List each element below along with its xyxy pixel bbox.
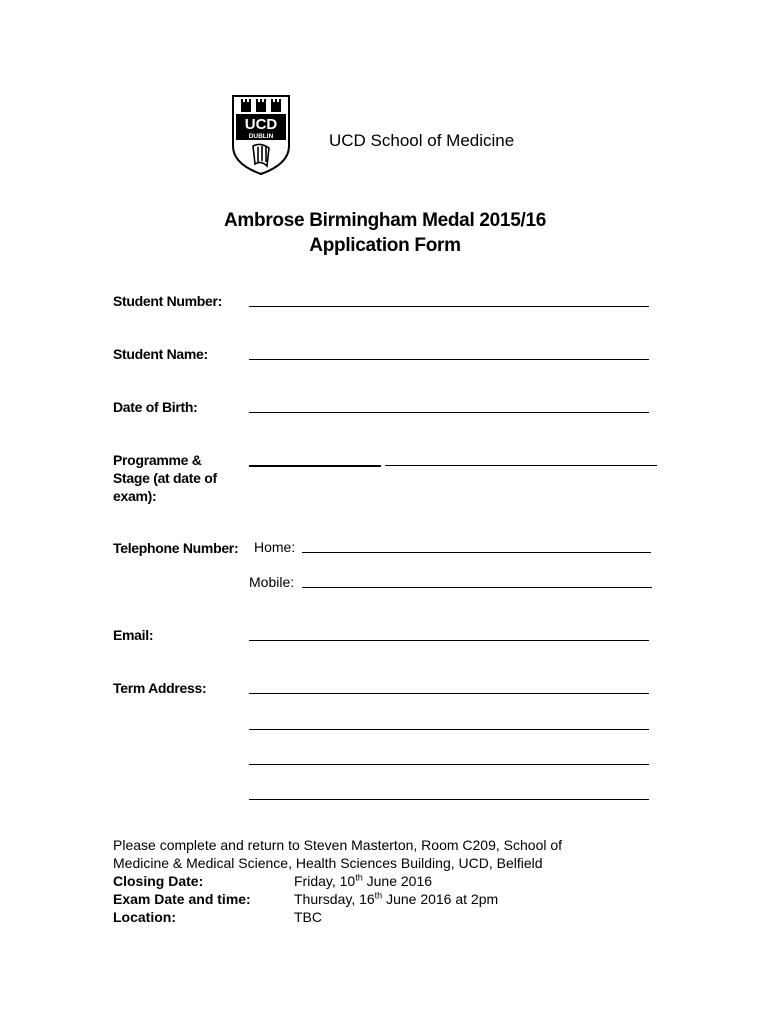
closing-date-value: Friday, 10th June 2016: [294, 872, 433, 889]
home-label: Home:: [254, 539, 296, 555]
student-number-field[interactable]: [249, 306, 649, 307]
exam-date-label: Exam Date and time:: [113, 891, 251, 907]
mobile-label: Mobile:: [249, 574, 295, 590]
term-address-line-4[interactable]: [249, 799, 649, 800]
programme-label-line2: Stage (at date of: [113, 470, 217, 486]
instruction-line-1: Please complete and return to Steven Masterton, Room C209, School of: [113, 837, 563, 853]
form-title: Ambrose Birmingham Medal 2015/16: [224, 210, 546, 231]
term-address-line-1[interactable]: [249, 693, 649, 694]
logo-ucd-text: UCD: [244, 116, 278, 133]
logo-dublin-text: DUBLIN: [248, 133, 274, 140]
form-subtitle: Application Form: [309, 235, 461, 256]
date-of-birth-label: Date of Birth:: [113, 399, 198, 415]
programme-label-line3: exam):: [113, 488, 157, 504]
term-address-line-2[interactable]: [249, 729, 649, 730]
exam-date-value: Thursday, 16th June 2016 at 2pm: [294, 890, 499, 907]
term-address-line-3[interactable]: [249, 764, 649, 765]
student-name-label: Student Name:: [113, 346, 208, 362]
student-number-label: Student Number:: [113, 293, 223, 309]
closing-date-label: Closing Date:: [113, 873, 204, 889]
mobile-phone-field[interactable]: [302, 587, 652, 588]
location-label: Location:: [113, 909, 176, 925]
ucd-logo: [231, 94, 291, 176]
student-name-field[interactable]: [249, 359, 649, 360]
school-name: UCD School of Medicine: [329, 131, 515, 150]
telephone-label: Telephone Number:: [113, 540, 239, 556]
home-phone-field[interactable]: [302, 552, 651, 553]
programme-label-line1: Programme &: [113, 452, 202, 468]
instructions: [113, 836, 562, 872]
email-label: Email:: [113, 627, 154, 643]
location-value: TBC: [294, 909, 322, 925]
term-address-label: Term Address:: [113, 680, 207, 696]
instruction-line-2: Medicine & Medical Science, Health Sciences Building, UCD, Belfield: [113, 855, 543, 871]
date-of-birth-field[interactable]: [249, 412, 649, 413]
programme-field-part2[interactable]: [385, 465, 657, 466]
programme-field-part1[interactable]: [249, 465, 381, 467]
email-field[interactable]: [249, 640, 649, 641]
